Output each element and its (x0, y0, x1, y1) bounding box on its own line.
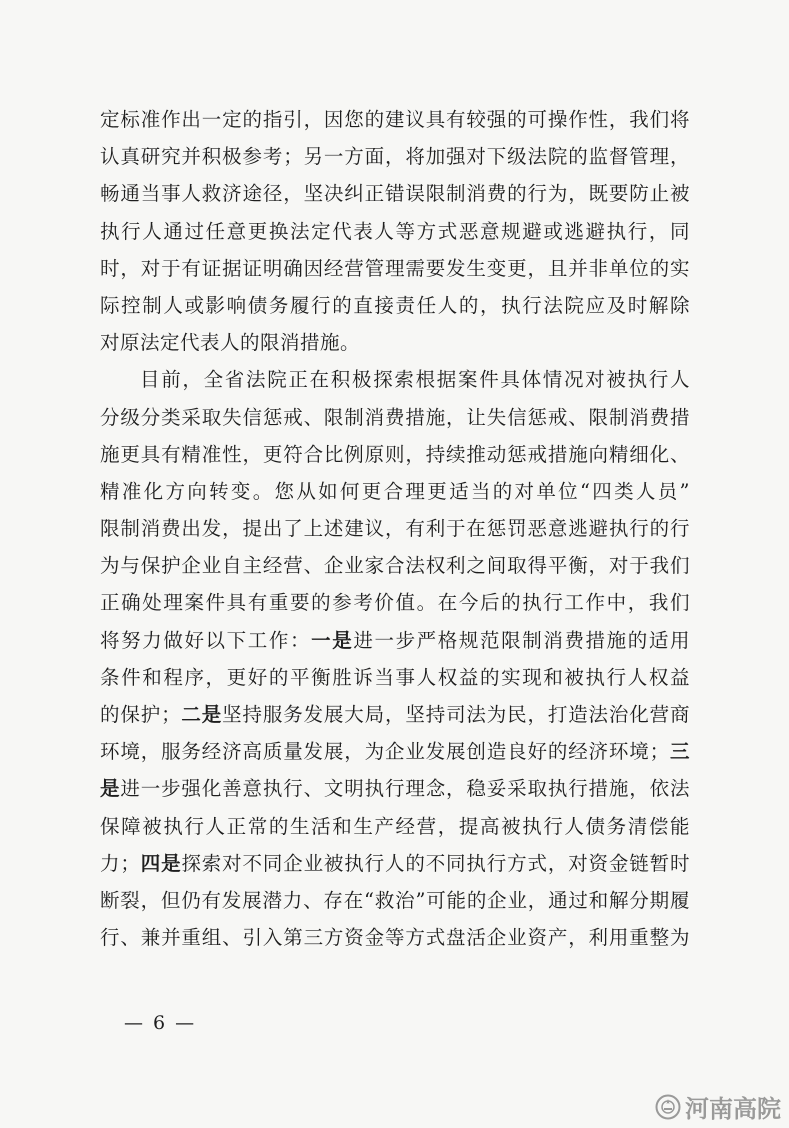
text-line: 是进一步强化善意执行、文明执行理念，稳妥采取执行措施，依法 (100, 777, 690, 801)
text-line: 的保护；二是坚持服务发展大局，坚持司法为民，打造法治化营商 (100, 703, 690, 726)
page-number: — 6 — (124, 1012, 197, 1034)
watermark (655, 1089, 781, 1124)
text-line: 施更具有精准性，更符合比例原则，持续推动惩戒措施向精细化、 (100, 442, 690, 466)
text-line: 分级分类采取失信惩戒、限制消费措施，让失信惩戒、限制消费措 (100, 405, 690, 429)
text-line: 环境，服务经济高质量发展，为企业发展创造良好的经济环境；三 (100, 740, 690, 764)
text-line: 力；四是探索对不同企业被执行人的不同执行方式，对资金链暂时 (100, 851, 690, 875)
text-line: 目前，全省法院正在积极探索根据案件具体情况对被执行人 (140, 368, 690, 392)
text-line: 际控制人或影响债务履行的直接责任人的，执行法院应及时解除 (100, 293, 690, 317)
body-text (100, 101, 690, 956)
text-line: 认真研究并积极参考；另一方面，将加强对下级法院的监督管理， (100, 145, 690, 169)
text-line: 为与保护企业自主经营、企业家合法权利之间取得平衡，对于我们 (100, 554, 690, 578)
watermark-text: 河南高院 (685, 1095, 781, 1123)
text-line: 执行人通过任意更换法定代表人等方式恶意规避或逃避执行，同 (100, 219, 690, 243)
text-line: 正确处理案件具有重要的参考价值。在今后的执行工作中，我们 (100, 591, 690, 615)
text-line: 行、兼并重组、引入第三方资金等方式盘活企业资产，利用重整为 (100, 926, 690, 950)
text-line: 条件和程序，更好的平衡胜诉当事人权益的实现和被执行人权益 (100, 665, 690, 689)
text-line: 定标准作出一定的指引，因您的建议具有较强的可操作性，我们将 (100, 108, 690, 131)
text-line: 精准化方向转变。您从如何更合理更适当的对单位“四类人员” (100, 479, 690, 503)
court-seal-icon (655, 1094, 681, 1120)
text-line: 对原法定代表人的限消措施。 (100, 331, 361, 355)
text-line: 限制消费出发，提出了上述建议，有利于在惩罚恶意逃避执行的行 (100, 517, 690, 541)
text-line: 时，对于有证据证明确因经营管理需要发生变更，且并非单位的实 (100, 256, 690, 280)
text-line: 畅通当事人救济途径，坚决纠正错误限制消费的行为，既要防止被 (100, 182, 690, 206)
text-line: 断裂，但仍有发展潜力、存在“救治”可能的企业，通过和解分期履 (100, 888, 690, 912)
text-line: 保障被执行人正常的生活和生产经营，提高被执行人债务清偿能 (100, 814, 690, 838)
text-line: 将努力做好以下工作：一是进一步严格规范限制消费措施的适用 (100, 628, 690, 652)
